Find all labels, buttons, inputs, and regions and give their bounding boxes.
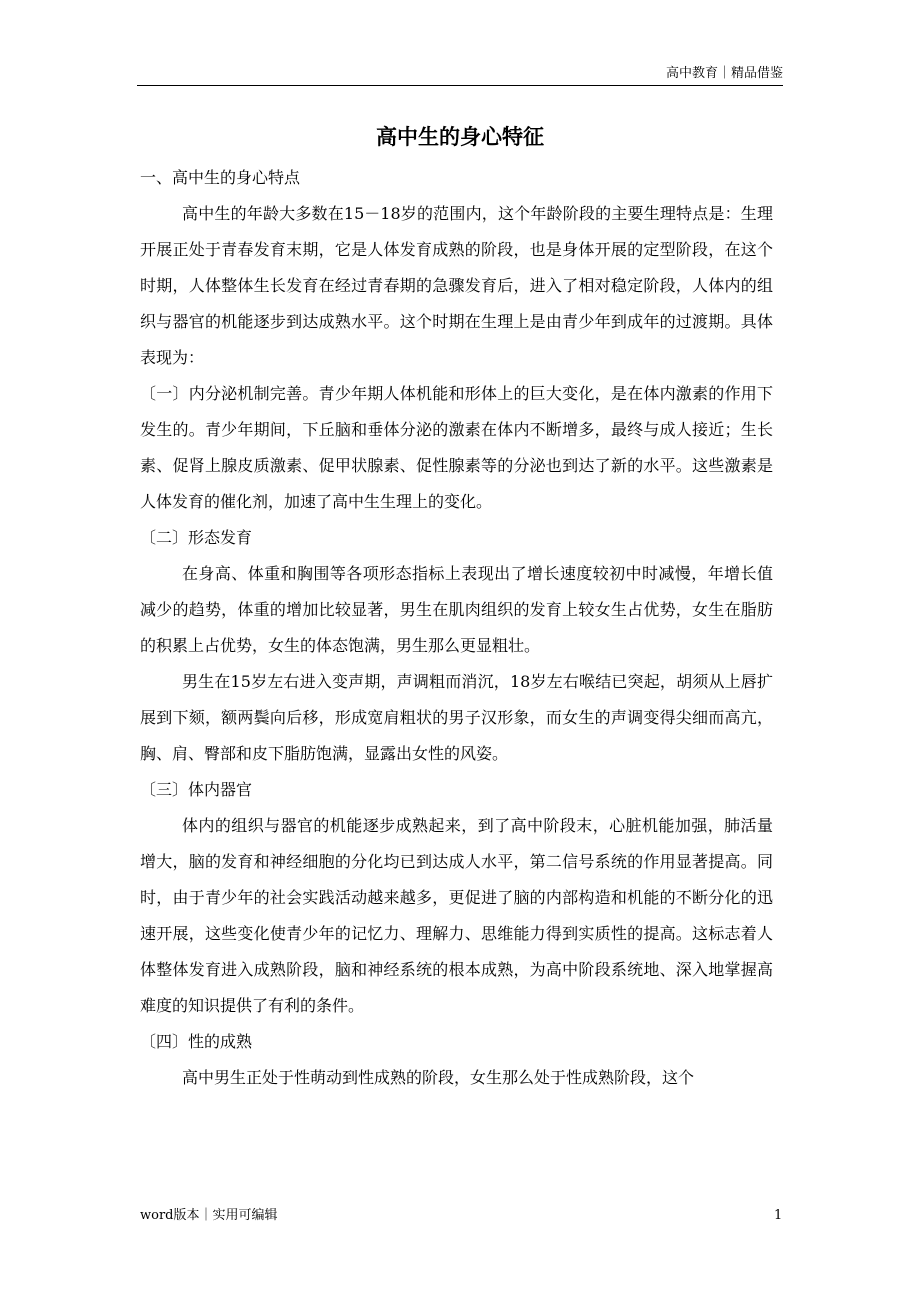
subsection-heading: 〔四〕性的成熟 (140, 1032, 253, 1051)
page-number: 1 (774, 1208, 783, 1223)
body-paragraph: 高中男生正处于性萌动到性成熟的阶段，女生那么处于性成熟阶段，这个 (182, 1068, 695, 1087)
header-rule (137, 85, 783, 86)
document-title: 高中生的身心特征 (376, 124, 544, 149)
page-footer: word版本｜实用可编辑 (140, 1208, 278, 1223)
body-paragraph: 体内的组织与器官的机能逐步成熟起来，到了高中阶段末，心脏机能加强，肺活量增大，脑的发育和神经细胞的分化均已到达成人水平，第二信号系统的作用显著提高。同时，由于青少年的社会实践活动越来越多，更促进了脑的内部构造和机能的不断分化的迅速开展，这些变化使青少年的记忆力、理解力、思维能力得到实质性的提高。这标志着人体整体发育进入成熟阶段，脑和神经系统的根本成熟，为高中阶段系统地、深入地掌握高难度的知识提供了有利的条件。 (140, 816, 773, 1015)
page-header: 高中教育｜精品借鉴 (665, 66, 783, 81)
subsection-heading: 〔三〕体内器官 (140, 780, 253, 799)
subsection-heading: 〔二〕形态发育 (140, 528, 253, 547)
section-heading: 一、高中生的身心特点 (140, 168, 301, 187)
body-paragraph: 在身高、体重和胸围等各项形态指标上表现出了增长速度较初中时减慢，年增长值减少的趋势，体重的增加比较显著，男生在肌肉组织的发育上较女生占优势，女生在脂肪的积累上占优势，女生的体态饱满，男生那么更显粗壮。 (140, 564, 773, 655)
document-body (140, 160, 773, 1096)
body-paragraph: 〔一〕内分泌机制完善。青少年期人体机能和形体上的巨大变化，是在体内激素的作用下发生的。青少年期间，下丘脑和垂体分泌的激素在体内不断增多，最终与成人接近；生长素、促肾上腺皮质激素、促甲状腺素、促性腺素等的分泌也到达了新的水平。这些激素是人体发育的催化剂，加速了高中生生理上的变化。 (140, 384, 773, 511)
body-paragraph: 高中生的年龄大多数在15－18岁的范围内，这个年龄阶段的主要生理特点是：生理开展正处于青春发育末期，它是人体发育成熟的阶段，也是身体开展的定型阶段，在这个时期，人体整体生长发育在经过青春期的急骤发育后，进入了相对稳定阶段，人体内的组织与器官的机能逐步到达成熟水平。这个时期在生理上是由青少年到成年的过渡期。具体表现为： (140, 204, 773, 367)
body-paragraph: 男生在15岁左右进入变声期，声调粗而消沉，18岁左右喉结已突起，胡须从上唇扩展到下颏，额两鬓向后移，形成宽肩粗状的男子汉形象，而女生的声调变得尖细而高亢，胸、肩、臀部和皮下脂肪饱满，显露出女性的风姿。 (140, 672, 773, 763)
